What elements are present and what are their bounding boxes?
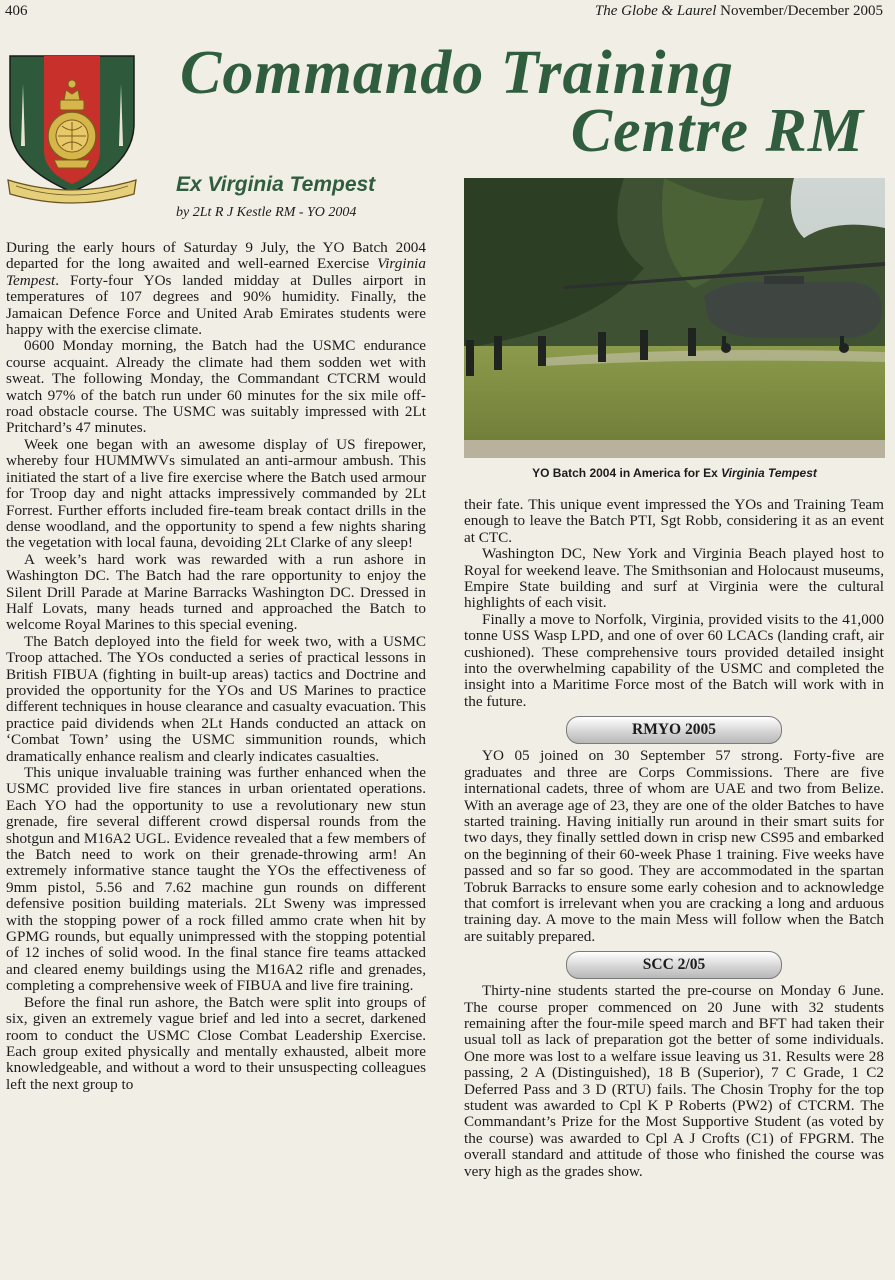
- paragraph: Before the final run ashore, the Batch were split into groups of six, given an extremely vague brief and led into a secret, darkened room to conduct the USMC Close Combat Leadership Exercise. Each group exited physically and mentally exhausted, albeit more knowledgeable, and without a word to their unsuspecting colleagues left the next group to: [6, 993, 426, 1093]
- paragraph: Week one began with an awesome display of US firepower, whereby four HUMMWVs simulated an anti-armour ambush. This initiated the start of a live fire exercise where the Batch used armour for Troop day and night attacks impressively commanded by 2Lt Forrest. Further efforts included fire-team break contact drills in the dense woodland, and the opportunity to spend a few nights sharing the vegetation with local fauna, devoiding 2Lt Clarke of any sleep!: [6, 435, 426, 552]
- paragraph: YO 05 joined on 30 September 57 strong. Forty-five are graduates and three are Corps Commissions. There are five international cadets, three of whom are UAE and two from Belize. With an average age of 23, they are one of the older Batches to have started training. Having initially run around in their smart suits for two days, they finally settled down in crisp new CS95 and embarked on the beginning of their 60-week Phase 1 training. Five weeks have passed and so far so good. They are accommodated in the spartan Tobruk Barracks to ensure some early cohesion and to acknowledge that comfort is irrelevant when you are cracking a long and arduous training day. A move to the main Mess will follow when the Batch are suitably prepared.: [464, 747, 884, 945]
- helicopter-photo: [464, 178, 885, 458]
- photo-caption: YO Batch 2004 in America for Ex Virginia Tempest: [532, 466, 817, 480]
- ctcrm-crest-icon: [6, 54, 138, 204]
- paragraph: Finally a move to Norfolk, Virginia, provided visits to the 41,000 tonne USS Wasp LPD, and one of over 60 LCACs (landing craft, air cushioned). These comprehensive tours provided detailed insight into the overwhelming capability of the USMC and completed the insight into a Maritime Force most of the Batch will work with in the future.: [464, 610, 884, 710]
- paragraph: their fate. This unique event impressed the YOs and Training Team enough to leave the Batch PTI, Sgt Robb, considering it as an event at CTC.: [464, 496, 884, 546]
- paragraph: During the early hours of Saturday 9 July, the YO Batch 2004 departed for the long awaited and well-earned Exercise Virginia Tempest. Forty-four YOs landed midday at Dulles airport in temperatures of 107 degrees and 90% humidity. Finally, the Jamaican Defence Force and United Arab Emirates students were happy with the exercise climate.: [6, 239, 426, 339]
- page-header: [0, 0, 895, 26]
- publication-name: The Globe & Laurel: [594, 3, 717, 19]
- article-title: [150, 39, 870, 169]
- column-left: [6, 240, 426, 1093]
- article-subtitle: Ex Virginia Tempest: [176, 173, 376, 196]
- title-line-1: Commando Training: [180, 39, 734, 107]
- title-line-2: Centre RM: [570, 97, 864, 165]
- paragraph: 0600 Monday morning, the Batch had the USMC endurance course acquaint. Already the climate had them sodden wet with sweat. The following Monday, the Commandant CTCRM would watch 97% of the batch run under 60 minutes for the six mile off-road obstacle course. The USMC was suitably impressed with 2Lt Pritchard’s 47 minutes.: [6, 337, 426, 437]
- article-byline: by 2Lt R J Kestle RM - YO 2004: [176, 205, 357, 220]
- section-heading-rmyo: RMYO 2005: [566, 716, 782, 744]
- paragraph: The Batch deployed into the field for week two, with a USMC Troop attached. The YOs conducted a series of practical lessons in British FIBUA (fighting in built-up areas) tactics and Doctrine and provided the opportunity for the YOs and US Marines to practice different techniques in house clearance and casualty evacuation. This practice paid dividends when 2Lt Hands conducted an attack on ‘Combat Town’ using the USMC simmunition rounds, which dramatically enhance realism and clearly indicates casualties.: [6, 632, 426, 765]
- paragraph: A week’s hard work was rewarded with a run ashore in Washington DC. The Batch had the rare opportunity to enjoy the Silent Drill Parade at Marine Barracks Washington DC. Dressed in Half Lovats, many heads turned and approached the Batch to welcome Royal Marines to this special evening.: [6, 550, 426, 634]
- paragraph: This unique invaluable training was further enhanced when the USMC provided live fire stances in urban orientated operations. Each YO had the opportunity to use a revolutionary new stun grenade, fire several different crowd dispersal rounds from the shotgun and M16A2 UGL. Evidence revealed that a few members of the Batch need to work on their grenade-throwing arm! An extremely informative stance taught the YOs the effectiveness of 9mm pistol, 5.56 and 7.62 machine gun rounds on different defensive position building materials. 2Lt Sweny was impressed with the stopping power of a rock filled ammo crate when hit by GPMG rounds, but equally unimpressed with the stopping potential of 12 inches of solid wood. In the final stance fire teams attacked and cleared enemy buildings using the M16A2 rifle and grenades, completing a comprehensive week of FIBUA and live fire training.: [6, 764, 426, 995]
- section-heading-scc: SCC 2/05: [566, 951, 782, 979]
- publication-line: [595, 3, 883, 20]
- column-right: [464, 497, 884, 1180]
- issue-date: November/December 2005: [720, 3, 883, 19]
- page-number: 406: [5, 3, 28, 19]
- paragraph: Thirty-nine students started the pre-course on Monday 6 June. The course proper commenced on 20 June with 32 students remaining after the four-mile speed march and BFT had taken their usual toll as lack of preparation got the better of some individuals. One more was lost to a welfare issue leaving us 31. Results were 28 passing, 2 A (Distinguished), 18 B (Superior), 7 C Grade, 1 C2 Deferred Pass and 3 D (RTU) fails. The Chosin Trophy for the top student was awarded to Cpl K P Roberts (PW2) of CTCRM. The Commandant’s Prize for the Most Supportive Student (as voted by the course) was awarded to Cpl A J Crofts (C1) of FPGRM. The overall standard and attitude of those who finished the course was very high as the grades show.: [464, 982, 884, 1180]
- paragraph: Washington DC, New York and Virginia Beach played host to Royal for weekend leave. The Smithsonian and Holocaust museums, Empire State building and surf at Virginia were the cultural highlights of each visit.: [464, 545, 884, 612]
